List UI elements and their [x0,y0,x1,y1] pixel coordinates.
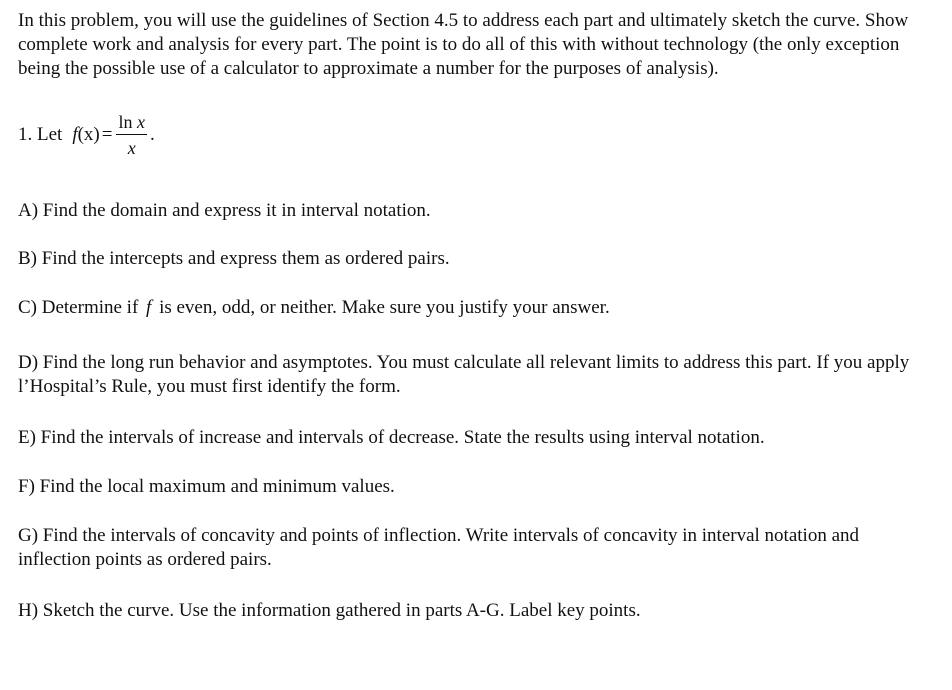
part-g: G) Find the intervals of concavity and points of inflection. Write intervals of concavity in interval notation and inflection points as ordered pairs. [18,525,860,570]
worksheet [18,9,934,621]
numerator-function: ln [118,112,133,132]
part-c [18,296,934,320]
equals-sign: = [101,124,113,145]
part-b: B) Find the intercepts and express them as ordered pairs. [18,248,450,269]
problem-label: 1. Let [18,124,63,145]
part-d: D) Find the long run behavior and asymptotes. You must calculate all relevant limits to address this part. If you apply l’Hospital’s Rule, you must first identify the form. [18,352,910,397]
part-h: H) Sketch the curve. Use the information gathered in parts A-G. Label key points. [18,600,641,621]
part-c-function-symbol: f [146,297,152,318]
function-name [72,123,99,147]
fraction-numerator [116,112,147,135]
numerator-variable: x [137,112,145,132]
part-c-lead: C) Determine if [18,297,139,318]
function-fraction [116,112,147,158]
instructions-paragraph: In this problem, you will use the guidelines of Section 4.5 to address each part and ultimately sketch the curve. Show complete work and analysis for every part. The point is to do all of this with without technology (the only exception being the possible use of a calculator to approximate a number for the purposes of analysis). [18,10,909,79]
part-a: A) Find the domain and express it in interval notation. [18,200,431,221]
function-symbol: f [72,124,78,145]
part-f: F) Find the local maximum and minimum values. [18,476,395,497]
statement-period: . [150,124,155,145]
part-e: E) Find the intervals of increase and intervals of decrease. State the results using interval notation. [18,427,765,448]
fraction-denominator: x [127,138,136,158]
function-argument: (x) [77,124,100,145]
problem-statement [18,111,934,159]
part-c-tail: is even, odd, or neither. Make sure you justify your answer. [159,297,610,318]
